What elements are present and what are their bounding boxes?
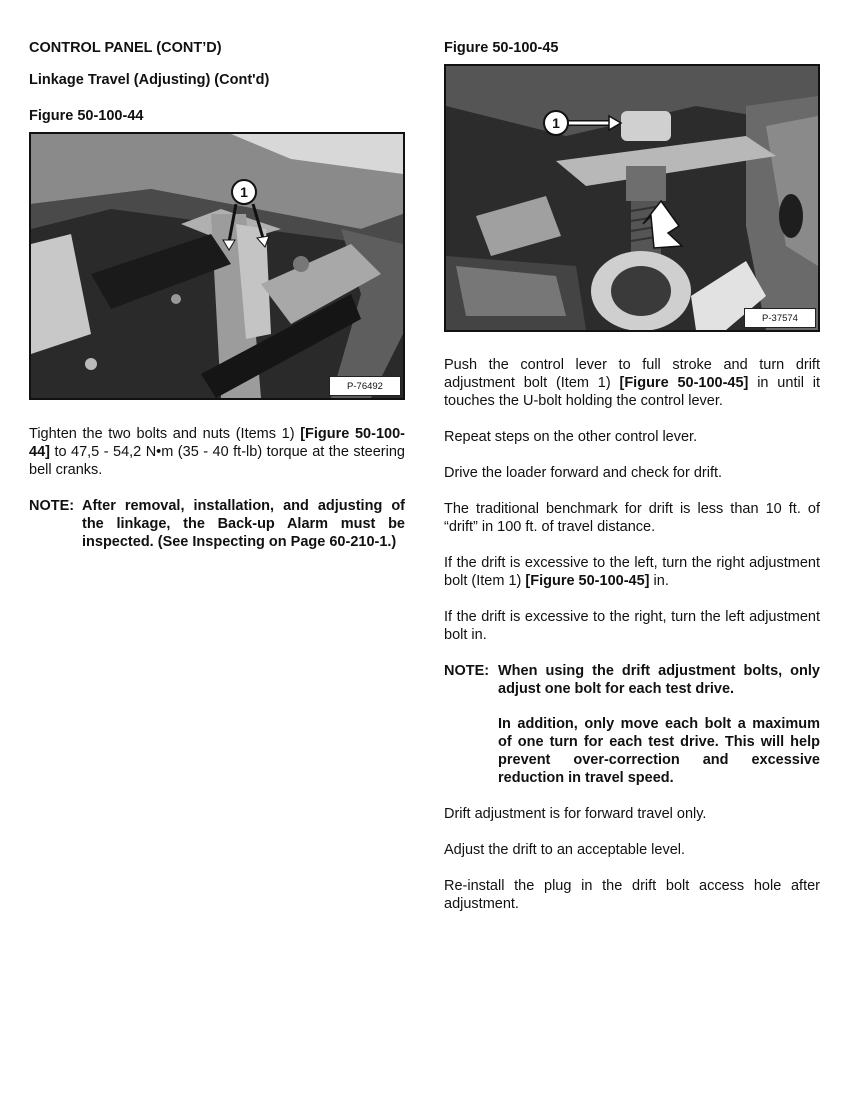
forward-travel-paragraph: Drift adjustment is for forward travel only. bbox=[444, 806, 707, 822]
drift-bolt-photo-illustration bbox=[446, 66, 818, 330]
torque-paragraph: Tighten the two bolts and nuts (Items 1) [Figure 50-100-44] to 47,5 - 54,2 N•m (35 - 40 ft-lb) torque at the steering bell cranks. bbox=[29, 426, 405, 478]
note-text-2: In addition, only move each bolt a maximum of one turn for each test drive. This will help prevent over-correction and excessive reduction in travel speed. bbox=[498, 716, 820, 786]
reinstall-plug-paragraph: Re-install the plug in the drift bolt access hole after adjustment. bbox=[444, 878, 820, 912]
right-column bbox=[444, 38, 820, 913]
note-label: NOTE: bbox=[444, 663, 490, 679]
figure-50-100-44-photo bbox=[29, 132, 405, 400]
callout-item-1: 1 bbox=[543, 110, 569, 136]
drift-left-paragraph: If the drift is excessive to the left, turn the right adjustment bolt (Item 1) [Figure 50-100-45] in. bbox=[444, 555, 820, 589]
figure-title-45: Figure 50-100-45 bbox=[444, 40, 559, 56]
linkage-photo-illustration bbox=[31, 134, 403, 398]
photo-number: P-37574 bbox=[744, 308, 816, 328]
left-column bbox=[29, 38, 405, 551]
acceptable-level-paragraph: Adjust the drift to an acceptable level. bbox=[444, 842, 686, 858]
push-lever-paragraph: Push the control lever to full stroke and turn drift adjustment bolt (Item 1) [Figure 50-100-45] in until it touches the U-bolt holding the control lever. bbox=[444, 357, 820, 409]
drive-loader-paragraph: Drive the loader forward and check for drift. bbox=[444, 465, 723, 481]
section-title: CONTROL PANEL (CONT’D) bbox=[29, 40, 222, 56]
note-text-1: When using the drift adjustment bolts, only adjust one bolt for each test drive. bbox=[498, 663, 820, 697]
subtitle: Linkage Travel (Adjusting) (Cont'd) bbox=[29, 72, 270, 88]
photo-number: P-76492 bbox=[329, 376, 401, 396]
drift-bolt-note bbox=[444, 662, 820, 787]
note-label: NOTE: bbox=[29, 498, 75, 514]
repeat-steps-paragraph: Repeat steps on the other control lever. bbox=[444, 429, 698, 445]
benchmark-paragraph: The traditional benchmark for drift is less than 10 ft. of “drift” in 100 ft. of travel distance. bbox=[444, 501, 820, 535]
figure-title-44: Figure 50-100-44 bbox=[29, 108, 144, 124]
figure-50-100-45-photo bbox=[444, 64, 820, 332]
callout-item-1: 1 bbox=[231, 179, 257, 205]
drift-right-paragraph: If the drift is excessive to the right, turn the left adjustment bolt in. bbox=[444, 609, 820, 643]
note-text: After removal, installation, and adjusting of the linkage, the Back-up Alarm must be inspected. (See Inspecting on Page 60-210-1.) bbox=[82, 498, 405, 550]
backup-alarm-note bbox=[29, 497, 405, 551]
